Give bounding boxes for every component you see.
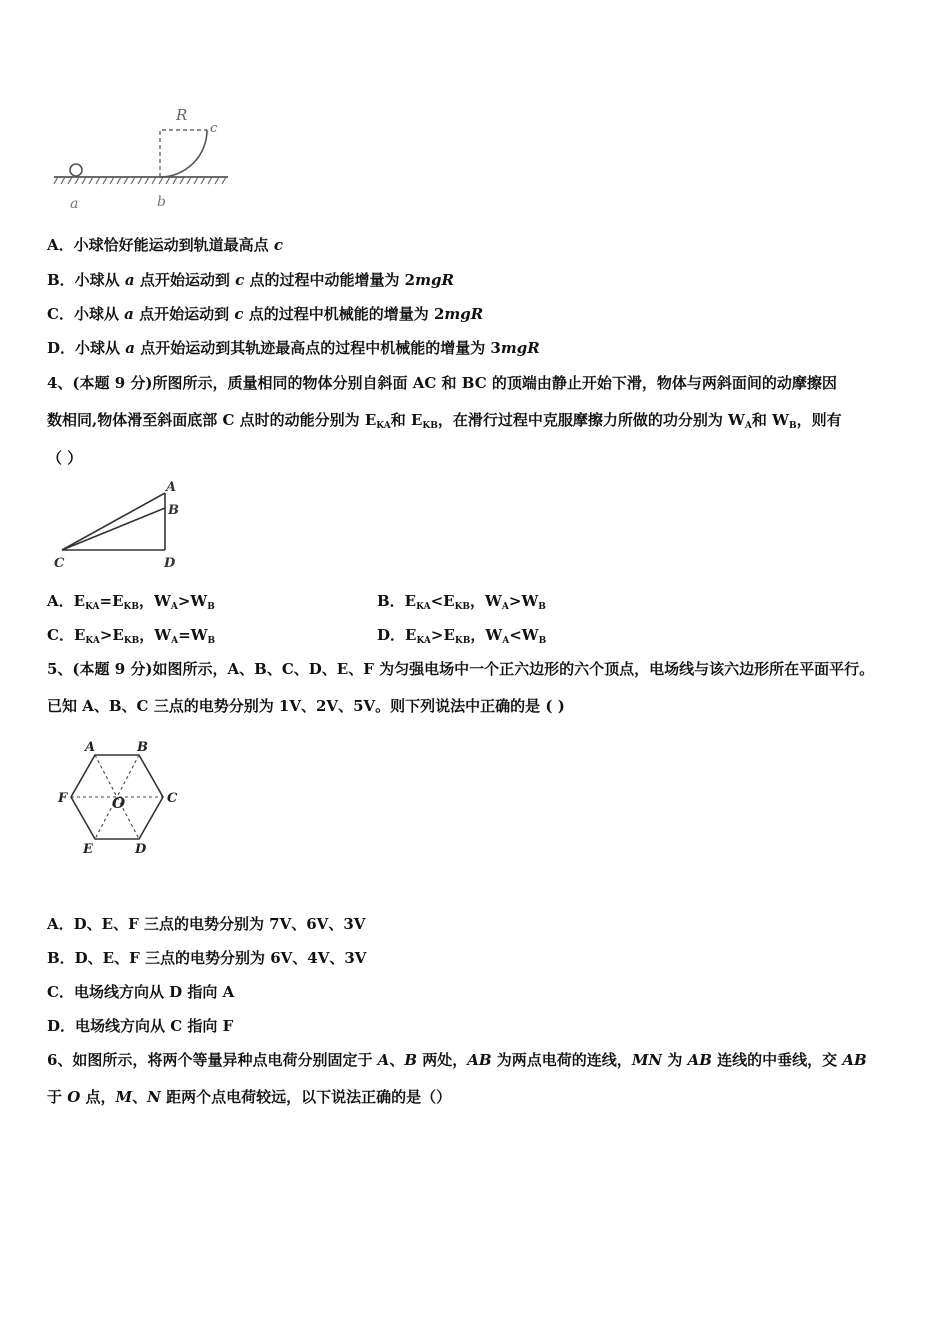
var-c: c bbox=[234, 305, 244, 323]
var-MN: MN bbox=[631, 1051, 663, 1069]
stem-text: 距两个点电荷较远，以下说法正确的是（） bbox=[160, 1088, 452, 1106]
var-N: N bbox=[147, 1088, 161, 1106]
q3-option-a bbox=[47, 235, 283, 255]
option-text: >W bbox=[177, 592, 208, 610]
stem-text: 6、如图所示，将两个等量异种点电荷分别固定于 bbox=[47, 1051, 378, 1069]
label-B: B bbox=[137, 740, 148, 755]
quarter-circle-track bbox=[160, 130, 207, 177]
hexagon-figure bbox=[55, 735, 190, 860]
option-text: 点的过程中动能增量为 2 bbox=[244, 271, 416, 289]
subscript: KB bbox=[123, 602, 139, 612]
subscript: KB bbox=[123, 636, 140, 646]
var-mgR: mgR bbox=[415, 271, 454, 289]
label-B: B bbox=[168, 503, 179, 518]
q3-option-d bbox=[47, 338, 540, 358]
q5-option-b: B．D、E、F 三点的电势分别为 6V、4V、3V bbox=[47, 949, 367, 967]
subscript: KB bbox=[454, 602, 471, 612]
stem-text: 点， bbox=[80, 1088, 116, 1106]
var-mgR: mgR bbox=[444, 305, 484, 323]
option-text: D．小球从 bbox=[47, 339, 126, 357]
var-a: a bbox=[124, 305, 134, 323]
q5-stem-line1: 5、(本题 9 分)如图所示，A、B、C、D、E、F 为匀强电场中一个正六边形的六个顶点，电场线与该六边形所在平面平行。 bbox=[47, 660, 875, 678]
var-O: O bbox=[67, 1088, 81, 1106]
option-text: B．E bbox=[377, 592, 417, 610]
q4-option-d bbox=[377, 625, 546, 651]
subscript: KA bbox=[376, 421, 391, 431]
stem-text: 为 bbox=[662, 1051, 688, 1069]
track-figure bbox=[50, 100, 240, 215]
label-C: C bbox=[167, 791, 178, 806]
q3-option-b bbox=[47, 270, 454, 290]
subscript: KA bbox=[85, 602, 100, 612]
subscript: KB bbox=[422, 421, 438, 431]
option-text: >E bbox=[99, 626, 124, 644]
option-text: C．小球从 bbox=[47, 305, 125, 323]
subscript: B bbox=[207, 636, 216, 646]
stem-text: 于 bbox=[47, 1088, 68, 1106]
subscript: B bbox=[207, 602, 215, 612]
option-text: ，W bbox=[470, 592, 502, 610]
subscript: A bbox=[170, 602, 178, 612]
ball bbox=[70, 164, 82, 176]
option-text: =W bbox=[178, 626, 208, 644]
ground-hatching bbox=[54, 177, 226, 184]
stem-text: 和 W bbox=[751, 411, 789, 429]
subscript: A bbox=[502, 636, 510, 646]
var-c: c bbox=[273, 236, 284, 254]
subscript: KA bbox=[416, 602, 431, 612]
subscript: KB bbox=[454, 636, 471, 646]
subscript: KA bbox=[85, 636, 100, 646]
option-text: 点开始运动到 bbox=[134, 271, 236, 289]
subscript: KA bbox=[416, 636, 431, 646]
option-text: 点开始运动到 bbox=[133, 305, 235, 323]
label-F: F bbox=[58, 791, 68, 806]
option-text: D．E bbox=[377, 626, 417, 644]
label-a: a bbox=[70, 196, 79, 212]
subscript: A bbox=[171, 636, 179, 646]
subscript: B bbox=[538, 636, 547, 646]
label-E: E bbox=[83, 842, 93, 857]
option-text: <E bbox=[430, 592, 455, 610]
q5-option-a: A．D、E、F 三点的电势分别为 7V、6V、3V bbox=[47, 915, 366, 933]
stem-text: 连线的中垂线，交 bbox=[711, 1051, 843, 1069]
subscript: B bbox=[538, 602, 546, 612]
var-M: M bbox=[115, 1088, 133, 1106]
stem-text: ，则有 bbox=[796, 411, 842, 429]
q3-option-c bbox=[47, 304, 483, 324]
label-b: b bbox=[157, 194, 166, 210]
q5-option-c: C．电场线方向从 D 指向 A bbox=[47, 983, 235, 1001]
q4-answer-blank: （ ） bbox=[47, 449, 83, 467]
label-A: A bbox=[166, 480, 177, 495]
q4-option-a bbox=[47, 591, 215, 617]
option-text: 点的过程中机械能的增量为 2 bbox=[243, 305, 445, 323]
incline-BC bbox=[62, 508, 165, 550]
option-text: ，W bbox=[470, 626, 503, 644]
q4-option-b bbox=[377, 591, 546, 617]
q5-option-d: D．电场线方向从 C 指向 F bbox=[47, 1017, 234, 1035]
option-text: <W bbox=[509, 626, 539, 644]
var-mgR: mgR bbox=[500, 339, 540, 357]
option-text: A．E bbox=[47, 592, 86, 610]
q4-stem-line2 bbox=[47, 410, 842, 436]
q6-stem-line2 bbox=[47, 1087, 451, 1107]
label-A: A bbox=[85, 740, 96, 755]
label-O: O bbox=[112, 794, 126, 812]
label-D: D bbox=[164, 556, 176, 571]
incline-AC bbox=[62, 493, 165, 550]
option-text: B．小球从 bbox=[47, 271, 125, 289]
q6-stem-line1 bbox=[47, 1050, 867, 1070]
stem-text: 、 bbox=[389, 1051, 405, 1069]
var-a: a bbox=[124, 271, 135, 289]
option-text: >W bbox=[508, 592, 539, 610]
stem-text: 为两点电荷的连线， bbox=[491, 1051, 632, 1069]
stem-text: 和 E bbox=[390, 411, 423, 429]
q5-stem-line2: 已知 A、B、C 三点的电势分别为 1V、2V、5V。则下列说法中正确的是 ( ) bbox=[47, 697, 565, 715]
stem-text: 、 bbox=[132, 1088, 148, 1106]
label-C: C bbox=[54, 556, 65, 571]
q4-stem-line1: 4、(本题 9 分)所图所示，质量相同的物体分别自斜面 AC 和 BC 的顶端由静止开始下滑，物体与两斜面间的动摩擦因 bbox=[47, 374, 837, 392]
incline-figure bbox=[50, 478, 190, 573]
var-B: B bbox=[404, 1051, 418, 1069]
option-text: ，W bbox=[138, 592, 171, 610]
var-a: a bbox=[125, 339, 135, 357]
label-R: R bbox=[176, 106, 188, 124]
var-AB: AB bbox=[687, 1051, 712, 1069]
var-AB: AB bbox=[467, 1051, 492, 1069]
stem-text: ，在滑行过程中克服摩擦力所做的功分别为 W bbox=[437, 411, 745, 429]
option-text: 点开始运动到其轨迹最高点的过程中机械能的增量为 3 bbox=[134, 339, 501, 357]
q4-option-c bbox=[47, 625, 215, 651]
option-text: >E bbox=[430, 626, 455, 644]
option-text: A．小球恰好能运动到轨道最高点 bbox=[47, 236, 274, 254]
subscript: B bbox=[788, 421, 797, 431]
var-c: c bbox=[235, 271, 245, 289]
option-text: =E bbox=[99, 592, 124, 610]
stem-text: 两处， bbox=[417, 1051, 468, 1069]
var-AB: AB bbox=[842, 1051, 867, 1069]
subscript: A bbox=[744, 421, 752, 431]
label-c: c bbox=[210, 121, 218, 136]
label-D: D bbox=[135, 842, 147, 857]
option-text: ，W bbox=[139, 626, 172, 644]
var-A: A bbox=[377, 1051, 390, 1069]
subscript: A bbox=[501, 602, 509, 612]
stem-text: 数相同,物体滑至斜面底部 C 点时的动能分别为 E bbox=[47, 411, 377, 429]
option-text: C．E bbox=[47, 626, 86, 644]
